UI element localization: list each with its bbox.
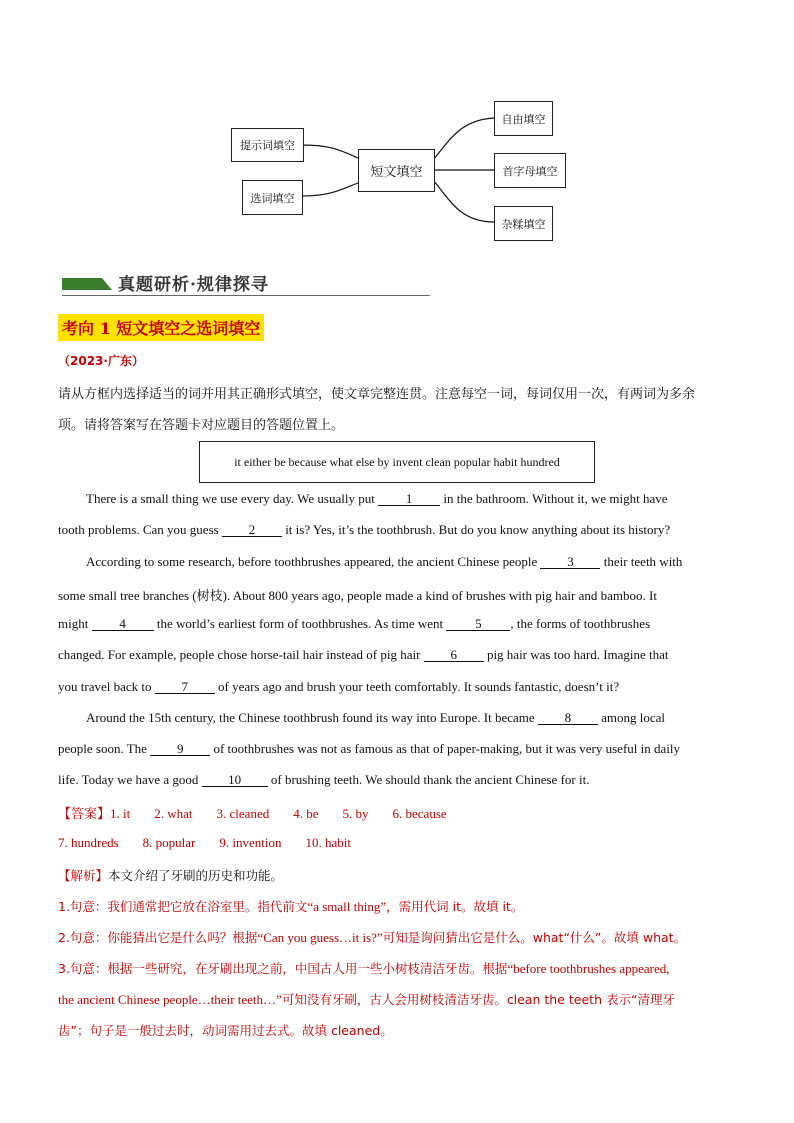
answer-line-1 (58, 803, 471, 822)
passage-line-2 (58, 522, 670, 538)
passage-text: you travel back to (58, 679, 152, 694)
blank-3: 3 (540, 555, 600, 569)
answer-item: 1. it (110, 806, 131, 821)
blank-5: 5 (446, 617, 510, 631)
analysis-q1 (58, 897, 523, 915)
answer-label: 【答案】 (58, 807, 111, 822)
analysis-text: ，需用代词 it。故填 it。 (386, 899, 524, 914)
answer-item: 3. cleaned (216, 806, 270, 821)
passage-text: life. Today we have a good (58, 772, 199, 787)
answer-item: 4. be (293, 806, 319, 821)
section-header-triangle (102, 278, 112, 290)
section-header-bar (62, 278, 102, 290)
answer-item: 10. habit (305, 835, 351, 850)
analysis-q3-line-1 (58, 959, 670, 977)
blank-7: 7 (155, 680, 215, 694)
connector-left-bottom (302, 183, 358, 196)
passage-line-4 (58, 585, 657, 604)
passage-text: among local (601, 710, 666, 725)
answer-item: 9. invention (219, 835, 282, 850)
passage-line-8 (86, 710, 665, 726)
answer-item: 5. by (342, 806, 369, 821)
connector-right-top (433, 118, 494, 160)
analysis-label: 【解析】 (58, 868, 109, 883)
blank-1: 1 (378, 492, 440, 506)
answer-item: 2. what (154, 806, 193, 821)
mindmap-center-node: 短文填空 (358, 149, 435, 192)
passage-line-5 (58, 616, 650, 632)
word-box (199, 441, 595, 483)
analysis-q3-line-3 (58, 1021, 393, 1039)
answer-item: 6. because (392, 806, 447, 821)
answer-item: 8. popular (142, 835, 196, 850)
analysis-quote: the ancient Chinese people…their teeth…” (58, 992, 282, 1007)
analysis-quote: “before toothbrushes appeared, (507, 961, 670, 976)
analysis-q3-line-2 (58, 990, 675, 1008)
passage-line-9 (58, 741, 680, 757)
section-rule (62, 295, 430, 296)
mind-map (0, 0, 794, 250)
blank-4: 4 (92, 617, 154, 631)
passage-line-6 (58, 647, 669, 663)
word-box-text: it either be because what else by invent clean popular habit hundred (234, 454, 560, 469)
connector-right-bottom (433, 180, 494, 222)
instructions-line-1: 请从方框内选择适当的词并用其正确形式填空，使文章完整连贯。注意每空一词，每词仅用一次，有两词为多余 (58, 387, 696, 402)
mindmap-right-node-1: 自由填空 (494, 101, 553, 136)
passage-text: in the bathroom. Without it, we might have (443, 491, 668, 506)
passage-text: might (58, 616, 89, 631)
blank-2: 2 (222, 523, 282, 537)
mindmap-left-node-1: 提示词填空 (231, 128, 304, 162)
section-title: 真题研析·规律探寻 (118, 275, 269, 295)
analysis-quote: “Can you guess…it is?” (257, 930, 383, 945)
analysis-text: 1.句意：我们通常把它放在浴室里。指代前文 (58, 899, 308, 914)
section-header (62, 268, 430, 298)
blank-6: 6 (424, 648, 484, 662)
analysis-text: 齿”；句子是一般过去时，动词需用过去式。故填 cleaned。 (58, 1023, 393, 1038)
blank-9: 9 (150, 742, 210, 756)
analysis-text: 本文介绍了牙刷的历史和功能。 (108, 868, 284, 883)
passage-text: it is? Yes, it’s the toothbrush. But do you know anything about its history? (285, 522, 671, 537)
topic-heading: 考向 1 短文填空之选词填空 (58, 314, 264, 341)
connector-left-top (302, 145, 358, 158)
passage-line-10 (58, 772, 589, 788)
passage-text: the world’s earliest form of toothbrushes. As time went (156, 616, 444, 631)
passage-line-1 (86, 491, 668, 507)
passage-line-3 (86, 554, 682, 570)
passage-text: people soon. The (58, 741, 147, 756)
passage-text: pig hair was too hard. Imagine that (486, 647, 669, 662)
passage-text: Around the 15th century, the Chinese toothbrush found its way into Europe. It became (86, 710, 535, 725)
analysis-intro (58, 866, 283, 884)
passage-text: tooth problems. Can you guess (58, 522, 219, 537)
passage-text: of brushing teeth. We should thank the ancient Chinese for it. (270, 772, 590, 787)
passage-line-7 (58, 679, 619, 695)
passage-text: of years ago and brush your teeth comfortably. It sounds fantastic, doesn’t it? (218, 679, 620, 694)
answer-line-2 (58, 835, 375, 851)
blank-8: 8 (538, 711, 598, 725)
analysis-text: 可知没有牙刷，古人会用树枝清洁牙齿。clean the teeth 表示“清理牙 (281, 992, 675, 1007)
passage-text: changed. For example, people chose horse-tail hair instead of pig hair (58, 647, 421, 662)
analysis-quote: “a small thing” (307, 899, 387, 914)
analysis-text: 可知是询问猜出它是什么。what“什么”。故填 what。 (382, 930, 687, 945)
passage-text: , the forms of toothbrushes (510, 616, 651, 631)
passage-text: There is a small thing we use every day. We usually put (86, 491, 375, 506)
analysis-text: 2.句意：你能猜出它是什么吗？根据 (58, 930, 258, 945)
mindmap-right-node-2: 首字母填空 (494, 153, 566, 188)
mindmap-left-node-2: 选词填空 (242, 180, 303, 215)
answer-item: 7. hundreds (58, 835, 119, 850)
passage-text: their teeth with (603, 554, 683, 569)
mind-map-connectors (0, 0, 794, 250)
passage-text: of toothbrushes was not as famous as that of paper-making, but it was very useful in daily (213, 741, 680, 756)
passage-text: According to some research, before toothbrushes appeared, the ancient Chinese people (86, 554, 538, 569)
analysis-text: 3.句意：根据一些研究，在牙刷出现之前，中国古人用一些小树枝清洁牙齿。根据 (58, 961, 508, 976)
passage-text: some small tree branches (树枝). About 800 years ago, people made a kind of brushes with pig hair and bamboo. It (58, 588, 657, 603)
mindmap-right-node-3: 杂糅填空 (494, 206, 553, 241)
analysis-q2 (58, 928, 686, 946)
instructions-line-2: 项。请将答案写在答题卡对应题目的答题位置上。 (58, 418, 345, 433)
blank-10: 10 (202, 773, 268, 787)
exam-source: （2023·广东） (58, 354, 144, 368)
